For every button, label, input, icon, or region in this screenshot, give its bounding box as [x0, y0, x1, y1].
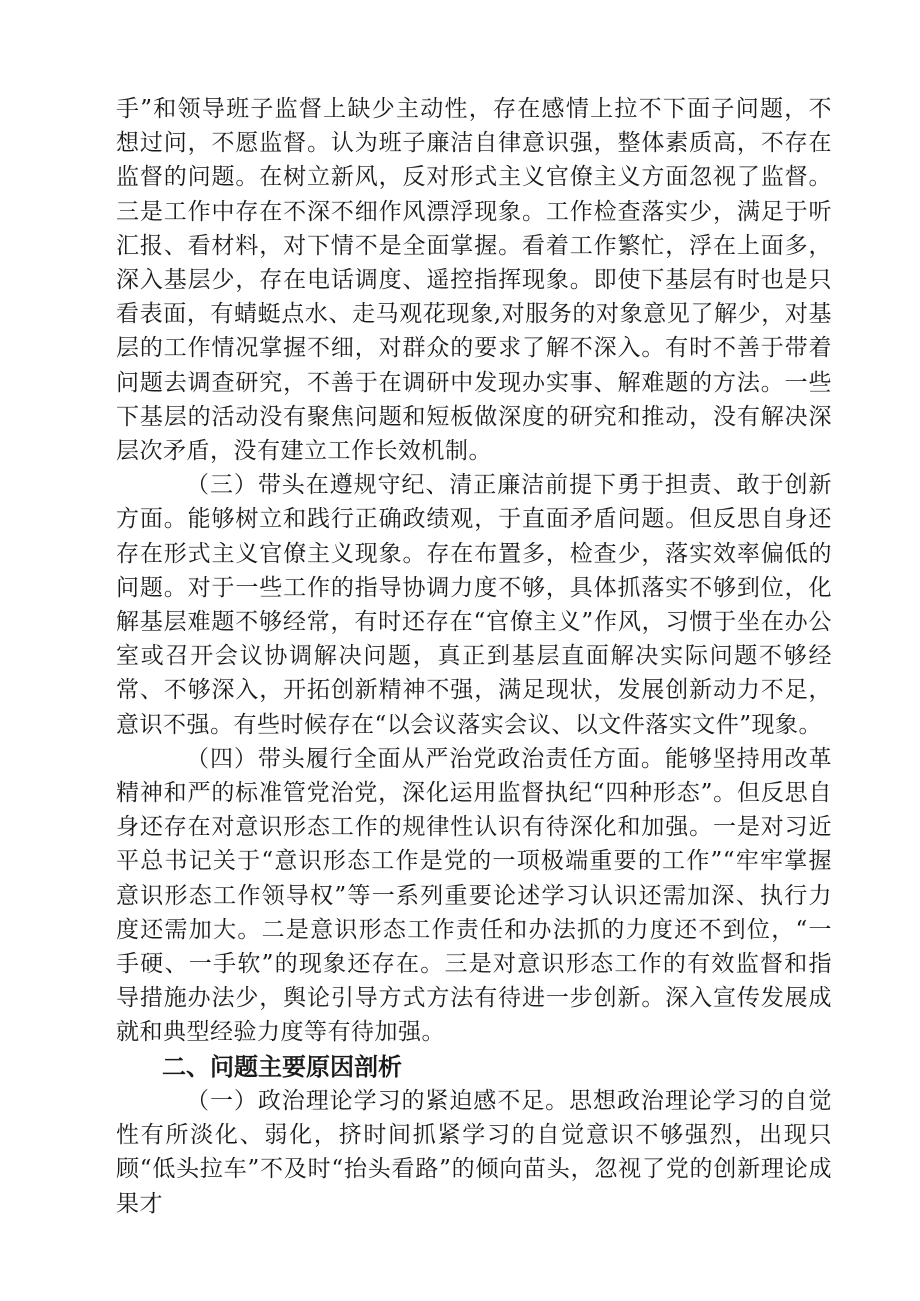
paragraph-cause-one: （一）政治理论学习的紧迫感不足。思想政治理论学习的自觉性有所淡化、弱化，挤时间抓紧学习的自觉意识不够强烈，出现只顾“低头拉车”不及时“抬头看路”的倾向苗头，忽视了党的创新理论成果才	[116, 1087, 832, 1217]
paragraph-section-four: （四）带头履行全面从严治党政治责任方面。能够坚持用改革精神和严的标准管党治党，深化运用监督执纪“四种形态”。但反思自身还存在对意识形态工作的规律性认识有待深化和加强。一是对习近平总书记关于“意识形态工作是党的一项极端重要的工作”“牢牢掌握意识形态工作领导权”等一系列重要论述学习认识还需加深、执行力度还需加大。二是意识形态工作责任和办法抓的力度还不到位，“一手硬、一手软”的现象还存在。三是对意识形态工作的有效监督和指导措施办法少，舆论引导方式方法有待进一步创新。深入宣传发展成就和典型经验力度等有待加强。	[116, 745, 832, 1046]
document-body	[116, 92, 832, 1221]
paragraph-section-three: （三）带头在遵规守纪、清正廉洁前提下勇于担责、敢于创新方面。能够树立和践行正确政绩观，于直面矛盾问题。但反思自身还存在形式主义官僚主义现象。存在布置多，检查少，落实效率偏低的问题。对于一些工作的指导协调力度不够，具体抓落实不够到位，化解基层难题不够经常，有时还存在“官僚主义”作风，习惯于坐在办公室或召开会议协调解决问题，真正到基层直面解决实际问题不够经常、不够深入，开拓创新精神不强，满足现状，发展创新动力不足，意识不强。有些时候存在“以会议落实会议、以文件落实文件”现象。	[116, 472, 832, 738]
paragraph-continued: 手”和领导班子监督上缺少主动性，存在感情上拉不下面子问题，不想过问，不愿监督。认为班子廉洁自律意识强，整体素质高，不存在监督的问题。在树立新风，反对形式主义官僚主义方面忽视了监督。三是工作中存在不深不细作风漂浮现象。工作检查落实少，满足于听汇报、看材料，对下情不是全面掌握。看着工作繁忙，浮在上面多，深入基层少，存在电话调度、遥控指挥现象。即使下基层有时也是只看表面，有蜻蜓点水、走马观花现象,对服务的对象意见了解少，对基层的工作情况掌握不细，对群众的要求了解不深入。有时不善于带着问题去调查研究，不善于在调研中发现办实事、解难题的方法。一些下基层的活动没有聚焦问题和短板做深度的研究和推动，没有解决深层次矛盾，没有建立工作长效机制。	[116, 96, 832, 465]
section-heading: 二、问题主要原因剖析	[162, 1052, 402, 1081]
